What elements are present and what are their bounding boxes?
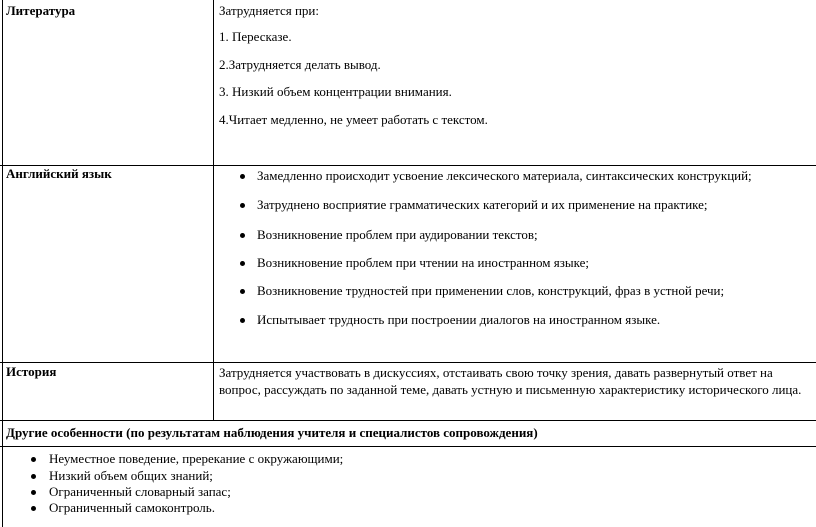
other-bullet-item: Ограниченный самоконтроль.	[49, 500, 215, 515]
history-text-line: вопрос, рассуждать по заданной теме, давать устную и письменную характеристику исторического лица.	[219, 382, 802, 397]
english-bullet-item: Возникновение трудностей при применении слов, конструкций, фраз в устной речи;	[257, 283, 725, 298]
row-divider-1	[0, 165, 816, 166]
literature-item: 4.Читает медленно, не умеет работать с текстом.	[219, 112, 488, 127]
literature-intro: Затрудняется при:	[219, 3, 319, 18]
other-bullet-item: Неуместное поведение, пререкание с окружающими;	[49, 451, 344, 466]
bullet-icon	[31, 474, 36, 479]
table-border-left	[2, 0, 3, 527]
english-bullet-item: Затруднено восприятие грамматических категорий и их применение на практике;	[257, 197, 708, 212]
other-bullet-item: Ограниченный словарный запас;	[49, 484, 231, 499]
bullet-icon	[240, 318, 245, 323]
english-bullet-item: Испытывает трудность при построении диалогов на иностранном языке.	[257, 312, 661, 327]
row-divider-3	[0, 420, 816, 421]
subject-label-literature: Литература	[6, 3, 76, 18]
english-bullet-item: Замедленно происходит усвоение лексического материала, синтаксических конструкций;	[257, 168, 752, 183]
bullet-icon	[31, 457, 36, 462]
bullet-icon	[240, 289, 245, 294]
english-bullet-item: Возникновение проблем при чтении на иностранном языке;	[257, 255, 589, 270]
english-bullet-item: Возникновение проблем при аудировании текстов;	[257, 227, 538, 242]
history-text-line: Затрудняется участвовать в дискуссиях, отстаивать свою точку зрения, давать развернутый ответ на	[219, 365, 773, 380]
row-divider-2	[0, 362, 816, 363]
bullet-icon	[31, 506, 36, 511]
bullet-icon	[240, 261, 245, 266]
bullet-icon	[31, 490, 36, 495]
literature-item: 3. Низкий объем концентрации внимания.	[219, 84, 452, 99]
bullet-icon	[240, 174, 245, 179]
bullet-icon	[240, 233, 245, 238]
other-bullet-item: Низкий объем общих знаний;	[49, 468, 213, 483]
subject-label-history: История	[6, 364, 57, 379]
row-divider-4	[0, 446, 816, 447]
subject-label-english: Английский язык	[6, 166, 112, 181]
literature-item: 1. Пересказе.	[219, 29, 292, 44]
column-divider-upper	[213, 0, 214, 420]
literature-item: 2.Затрудняется делать вывод.	[219, 57, 381, 72]
bullet-icon	[240, 203, 245, 208]
other-features-heading: Другие особенности (по результатам наблюдения учителя и специалистов сопровождения)	[6, 425, 538, 440]
